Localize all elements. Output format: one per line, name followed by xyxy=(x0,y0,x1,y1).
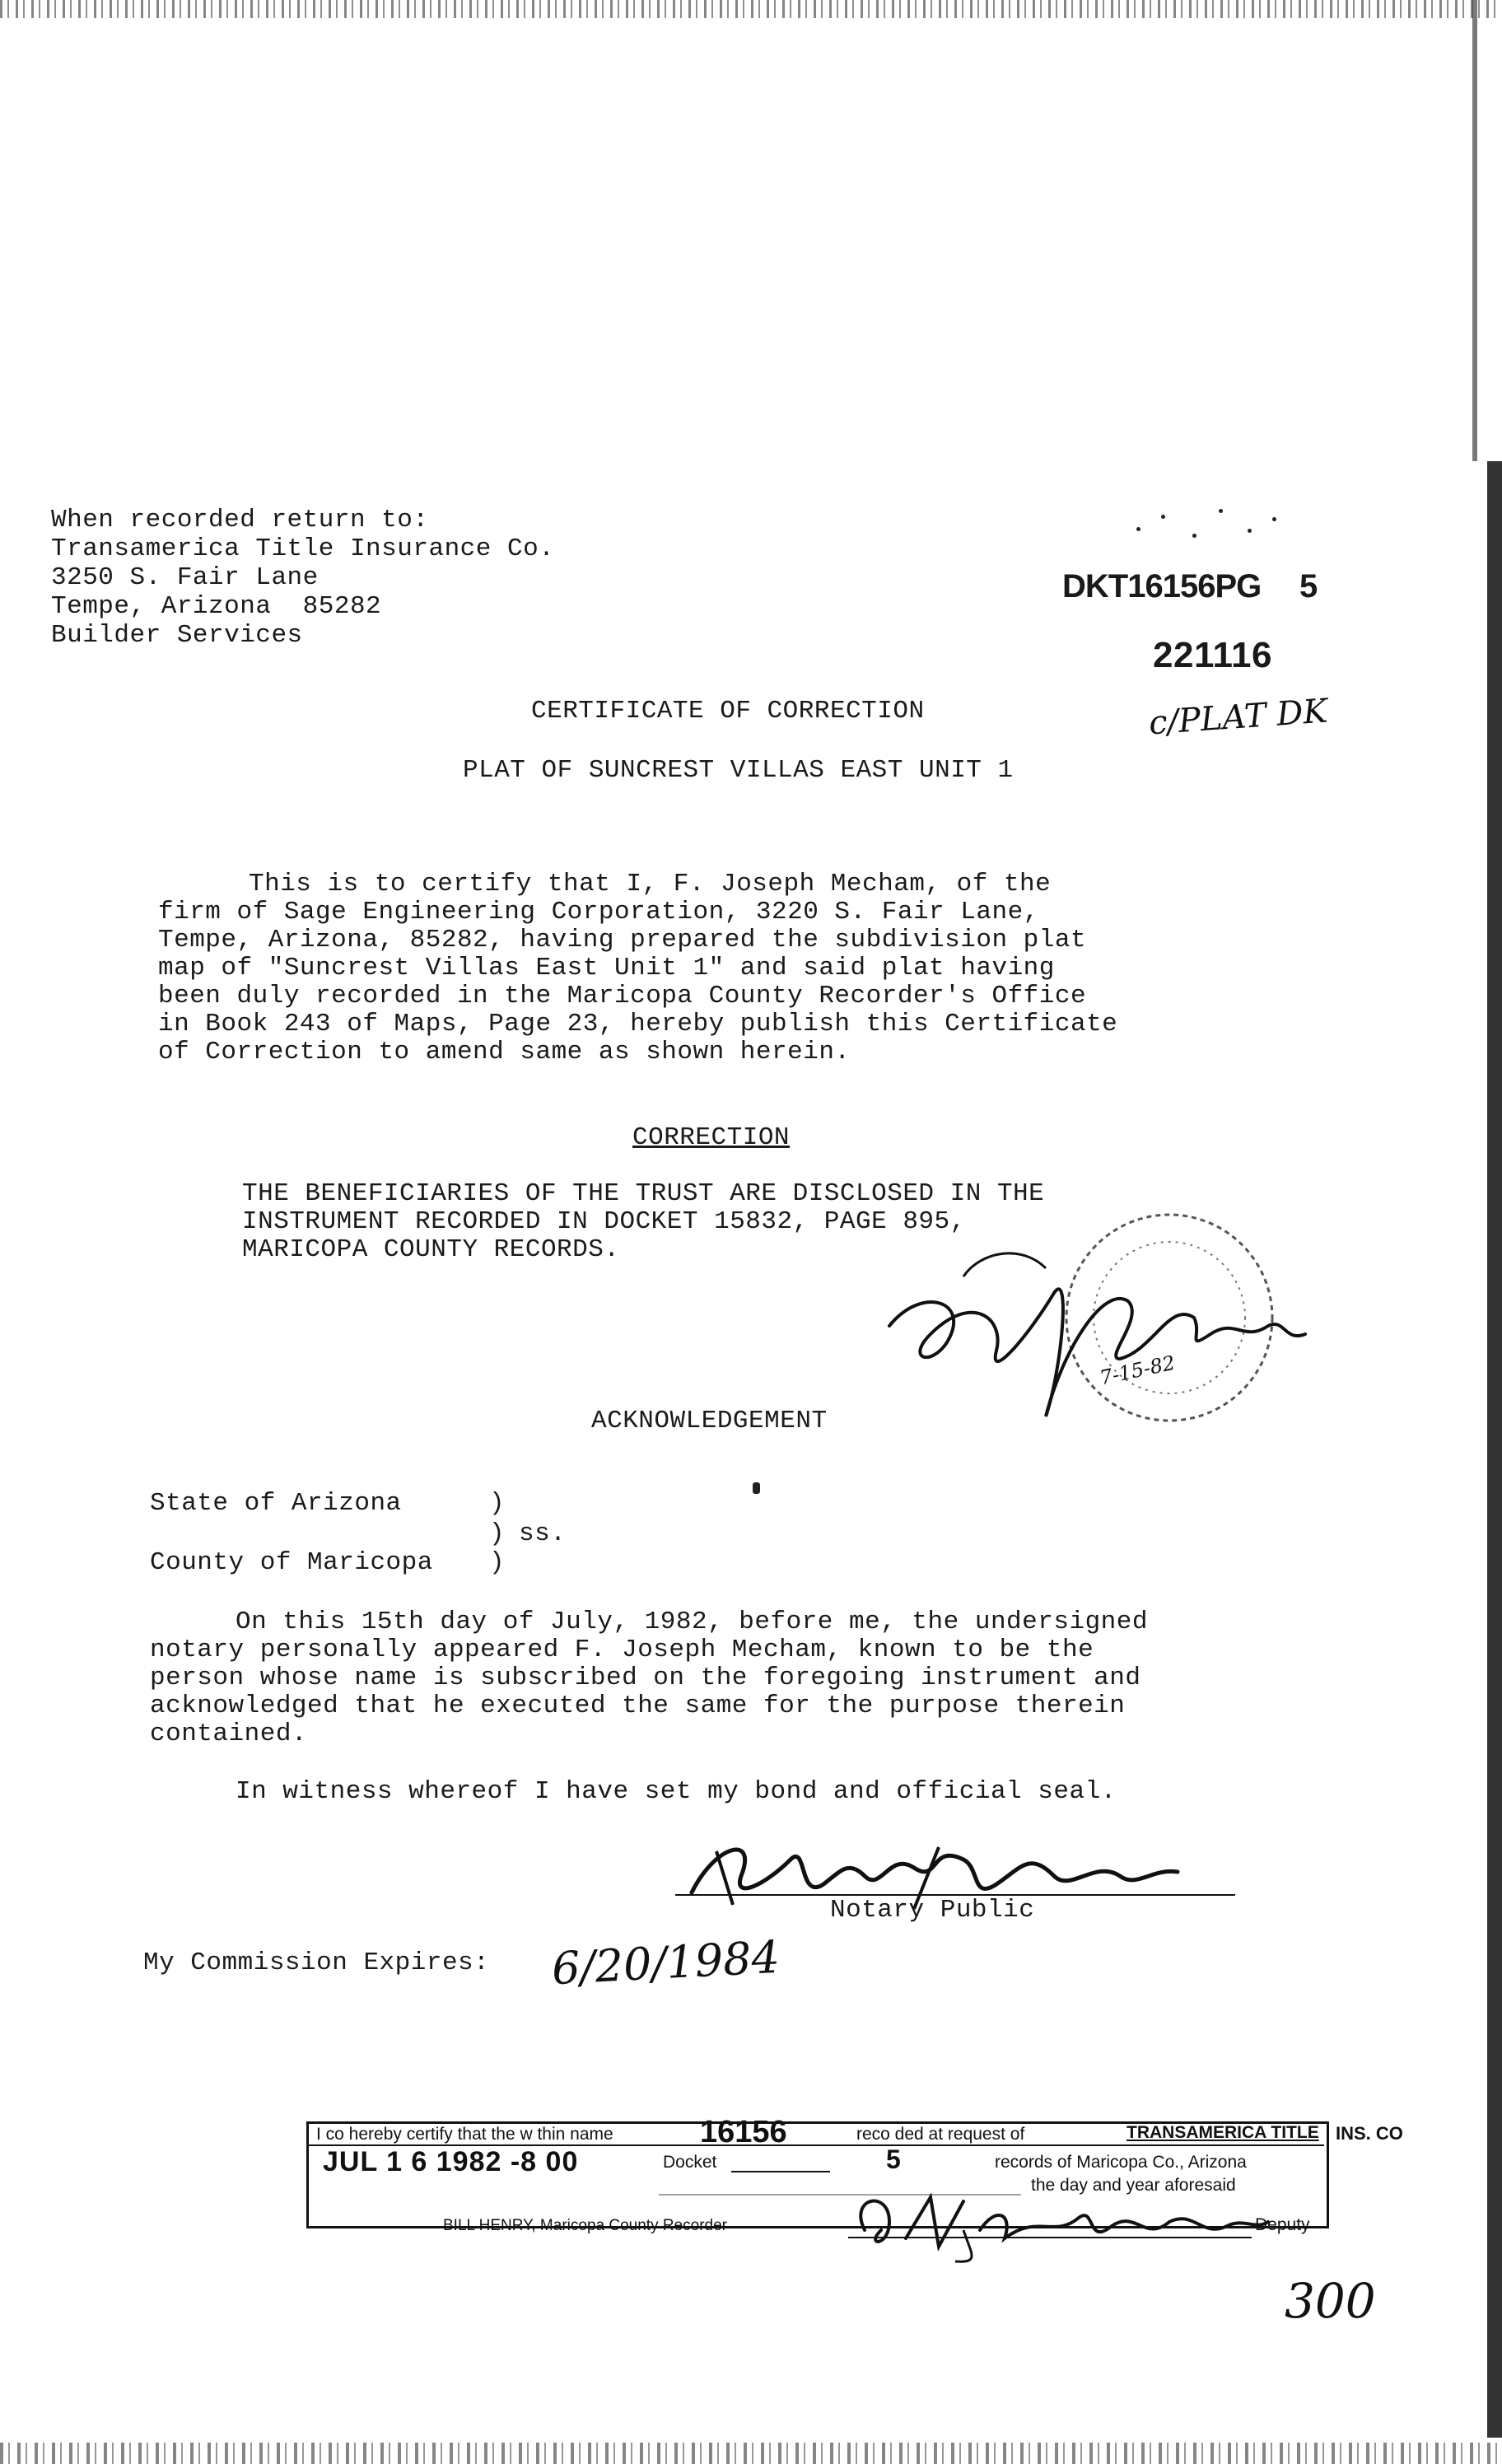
signature-flourish xyxy=(963,1253,1046,1276)
handwritten-plat-note: c/PLAT DK xyxy=(1147,692,1329,743)
stamp-docket-number: 16156 xyxy=(700,2115,787,2149)
stamp-docket-line xyxy=(731,2171,830,2172)
ack-line: contained. xyxy=(150,1720,308,1748)
venue-paren: ) xyxy=(489,1519,506,1548)
commission-date: 6/20/1984 xyxy=(550,1930,781,1995)
venue-paren: ) xyxy=(489,1548,506,1577)
ack-line: person whose name is subscribed on the foregoing instrument and xyxy=(150,1664,1141,1692)
stamp-requestor-suffix: INS. CO xyxy=(1336,2123,1403,2144)
body-line: firm of Sage Engineering Corporation, 3220 S. Fair Lane, xyxy=(158,898,1039,926)
venue-paren: ) xyxy=(489,1489,506,1518)
ack-line: On this 15th day of July, 1982, before me, the undersigned xyxy=(236,1608,1148,1636)
speck xyxy=(753,1482,760,1494)
scan-noise-top xyxy=(0,0,1502,18)
speck xyxy=(1248,529,1252,533)
speck xyxy=(1136,527,1140,531)
return-line-2: Transamerica Title Insurance Co. xyxy=(51,534,555,563)
scan-edge-right xyxy=(1487,461,1502,2438)
stamp-day-year-text: the day and year aforesaid xyxy=(1031,2176,1236,2195)
venue-ss: ss. xyxy=(519,1519,567,1548)
return-line-4: Tempe, Arizona 85282 xyxy=(51,592,382,621)
seal-date: 7-15-82 xyxy=(1098,1351,1178,1390)
correction-line: INSTRUMENT RECORDED IN DOCKET 15832, PAGE 895, xyxy=(242,1207,966,1236)
ack-line: notary personally appeared F. Joseph Mecham, known to be the xyxy=(150,1636,1094,1664)
mecham-signature-stroke xyxy=(889,1289,1305,1416)
page-number-stamp: 5 xyxy=(1299,568,1318,604)
fee-notation: 300 xyxy=(1285,2273,1376,2329)
stamp-recorder-name: BILL HENRY, Maricopa County Recorder xyxy=(443,2217,727,2234)
return-line-5: Builder Services xyxy=(51,621,303,650)
body-line: of Correction to amend same as shown herein. xyxy=(158,1038,851,1066)
venue-state: State of Arizona xyxy=(150,1489,402,1518)
notary-public-label: Notary Public xyxy=(830,1896,1035,1925)
page-subtitle: PLAT OF SUNCREST VILLAS EAST UNIT 1 xyxy=(463,756,1014,785)
scan-noise-bottom xyxy=(0,2443,1502,2464)
venue-county: County of Maricopa xyxy=(150,1548,433,1577)
stamp-records-text: records of Maricopa Co., Arizona xyxy=(995,2153,1247,2172)
deputy-signature xyxy=(840,2181,1276,2263)
scan-edge-right-upper xyxy=(1472,0,1477,461)
speck xyxy=(1192,534,1196,538)
stamp-certify-text: I co hereby certify that the w thin name xyxy=(316,2125,613,2144)
ack-line: acknowledged that he executed the same for the purpose therein xyxy=(150,1692,1126,1720)
docket-page-stamp: DKT16156PG xyxy=(1062,568,1262,604)
acknowledgement-heading: ACKNOWLEDGEMENT xyxy=(591,1407,828,1435)
body-line: Tempe, Arizona, 85282, having prepared the subdivision plat xyxy=(158,926,1087,954)
document-number: 221116 xyxy=(1153,635,1272,675)
correction-line: MARICOPA COUNTY RECORDS. xyxy=(242,1235,620,1264)
commission-label: My Commission Expires: xyxy=(143,1948,490,1977)
correction-line: THE BENEFICIARIES OF THE TRUST ARE DISCLOSED IN THE xyxy=(242,1179,1045,1208)
body-line: been duly recorded in the Maricopa County Recorder's Office xyxy=(158,982,1087,1010)
stamp-recording-date: JUL 1 6 1982 -8 00 xyxy=(323,2146,579,2177)
body-line: in Book 243 of Maps, Page 23, hereby publish this Certificate xyxy=(158,1010,1118,1038)
page-title: CERTIFICATE OF CORRECTION xyxy=(531,697,925,726)
return-line-3: 3250 S. Fair Lane xyxy=(51,563,319,592)
surveyor-seal-and-signature xyxy=(856,1202,1334,1449)
correction-heading: CORRECTION xyxy=(632,1123,791,1152)
speck xyxy=(1272,517,1276,521)
body-line: This is to certify that I, F. Joseph Mecham, of the xyxy=(249,870,1052,898)
stamp-requestor: TRANSAMERICA TITLE xyxy=(1126,2123,1319,2142)
speck xyxy=(1161,515,1165,519)
stamp-deputy-label: Deputy xyxy=(1255,2215,1310,2234)
body-line: map of "Suncrest Villas East Unit 1" and said plat having xyxy=(158,954,1055,982)
witness-line: In witness whereof I have set my bond and official seal. xyxy=(236,1777,1117,1806)
stamp-recorded-text: reco ded at request of xyxy=(856,2125,1025,2144)
return-line-1: When recorded return to: xyxy=(51,506,429,534)
stamp-docket-label: Docket xyxy=(663,2153,717,2172)
stamp-page-number: 5 xyxy=(886,2144,901,2174)
speck xyxy=(1219,509,1223,513)
seal-outer-ring xyxy=(1066,1215,1272,1421)
deputy-signature-line xyxy=(848,2237,1252,2238)
